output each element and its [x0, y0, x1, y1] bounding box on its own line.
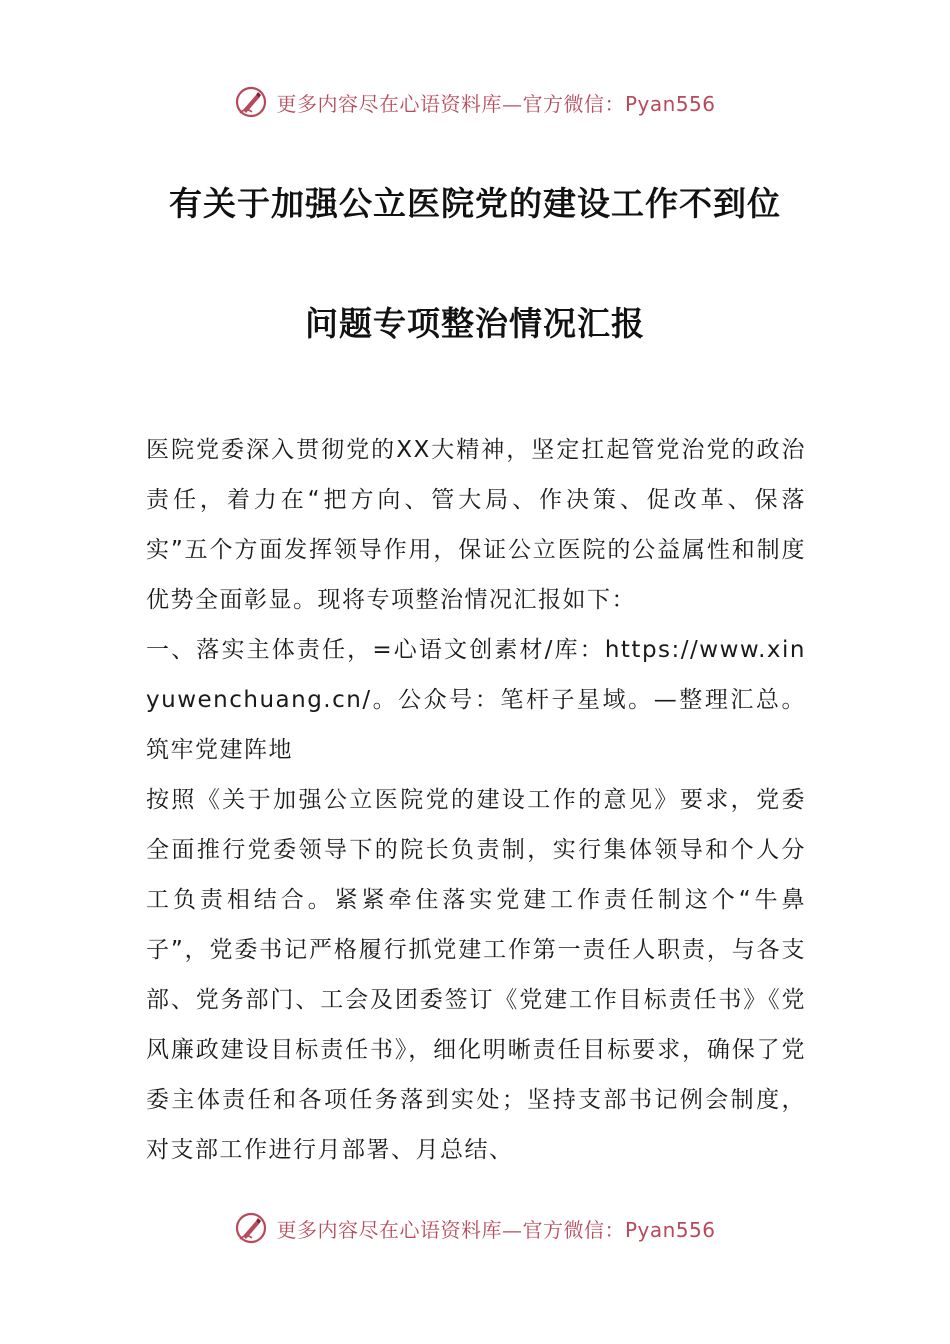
- header-watermark: [0, 80, 950, 124]
- watermark-text: 更多内容尽在心语资料库—官方微信：Pyan556: [276, 1217, 716, 1242]
- pen-logo-icon: [234, 1211, 268, 1245]
- paragraph-section-body: 按照《关于加强公立医院党的建设工作的意见》要求，党委全面推行党委领导下的院长负责制，实行集体领导和个人分工负责相结合。紧紧牵住落实党建工作责任制这个“牛鼻子”，党委书记严格履行抓党建工作第一责任人职责，与各支部、党务部门、工会及团委签订《党建工作目标责任书》《党风廉政建设目标责任书》，细化明晰责任目标要求，确保了党委主体责任和各项任务落到实处；坚持支部书记例会制度，对支部工作进行月部署、月总结、: [146, 787, 806, 1163]
- pen-logo-icon: [234, 85, 268, 119]
- document-title-line-2: 问题专项整治情况汇报: [305, 304, 645, 343]
- paragraph-intro: 医院党委深入贯彻党的XX大精神，坚定扛起管党治党的政治责任，着力在“把方向、管大局、作决策、促改革、保落实”五个方面发挥领导作用，保证公立医院的公益属性和制度优势全面彰显。现将专项整治情况汇报如下：: [146, 437, 806, 613]
- document-body: [146, 425, 806, 1175]
- watermark-wechat-id: Pyan556: [624, 91, 716, 116]
- footer-watermark: [0, 1206, 950, 1250]
- document-title-line-1: 有关于加强公立医院党的建设工作不到位: [169, 184, 781, 223]
- watermark-text: 更多内容尽在心语资料库—官方微信：Pyan556: [276, 91, 716, 116]
- watermark-wechat-id: Pyan556: [624, 1217, 716, 1242]
- paragraph-section-heading: 一、落实主体责任，=心语文创素材/库：https://www.xinyuwenchuang.cn/。公众号：笔杆子星域。—整理汇总。筑牢党建阵地: [146, 637, 806, 763]
